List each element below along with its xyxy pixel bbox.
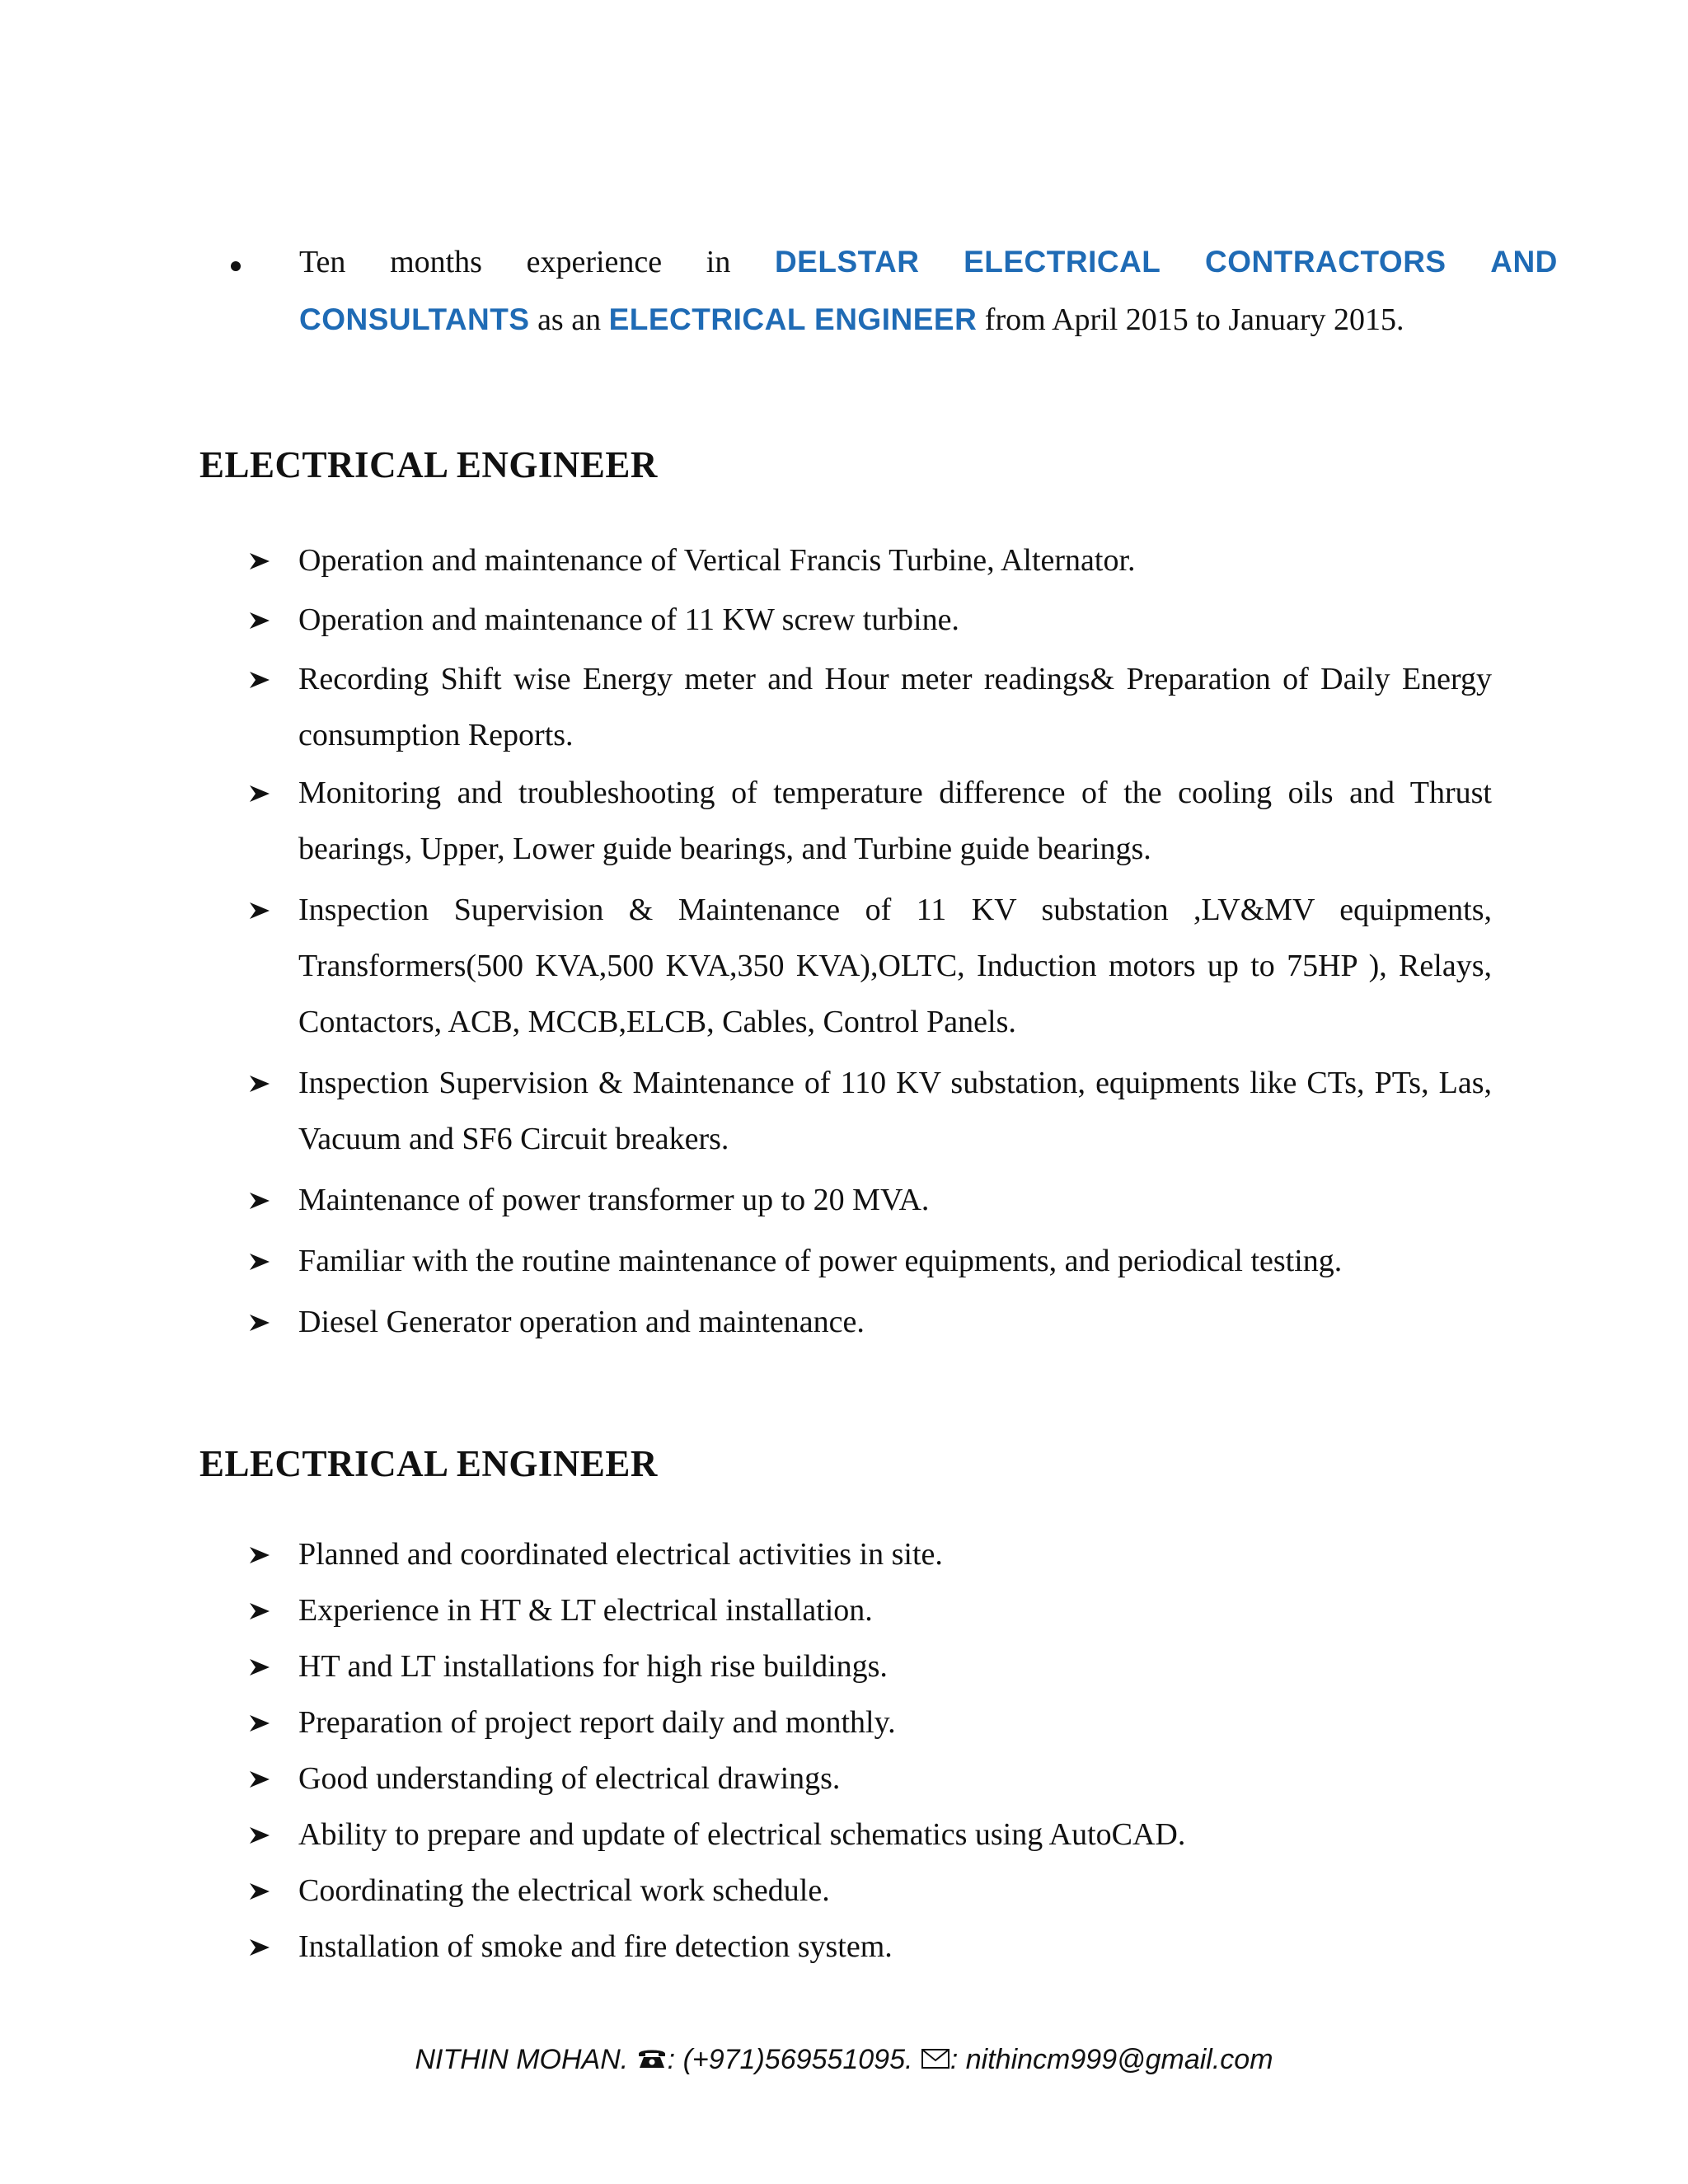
telephone-icon [636, 2046, 668, 2078]
arrow-bullet-icon [249, 1192, 270, 1210]
arrow-bullet-icon [249, 1075, 270, 1093]
arrow-bullet-icon [249, 1826, 270, 1844]
list-item: Familiar with the routine maintenance of power equipments, and periodical testing. [247, 1233, 1492, 1289]
section-heading-2: ELECTRICAL ENGINEER [199, 1443, 658, 1484]
company-word: AND [1490, 245, 1558, 279]
list-item: Inspection Supervision & Maintenance of 110 KV substation, equipments like CTs, PTs, Las, Vacuum and SF6 Circuit breakers. [247, 1055, 1492, 1167]
bullet-dot-icon [231, 261, 241, 271]
section-heading-1: ELECTRICAL ENGINEER [199, 444, 658, 485]
arrow-bullet-icon [249, 1314, 270, 1332]
arrow-bullet-icon [249, 552, 270, 570]
company-word: ELECTRICAL [964, 245, 1161, 279]
intro-role: ELECTRICAL ENGINEER [608, 302, 978, 336]
arrow-bullet-icon [249, 1938, 270, 1957]
footer-name: NITHIN MOHAN. [415, 2044, 629, 2075]
arrow-bullet-icon [249, 785, 270, 803]
section2-duty-list [247, 1526, 1492, 1975]
list-item: Inspection Supervision & Maintenance of 11 KV substation ,LV&MV equipments, Transformers(500 KVA,500 KVA,350 KVA),OLTC, Induction motors up to 75HP ), Relays, Contactors, ACB, MCCB,ELCB, Cables, Control Panels. [247, 882, 1492, 1050]
list-item: Recording Shift wise Energy meter and Hour meter readings& Preparation of Daily Energy consumption Reports. [247, 651, 1492, 763]
list-item: Operation and maintenance of 11 KW screw turbine. [247, 592, 1492, 648]
arrow-bullet-icon [249, 1546, 270, 1564]
arrow-bullet-icon [249, 671, 270, 689]
list-item: Experience in HT & LT electrical installation. [247, 1582, 1492, 1638]
company-word: CONTRACTORS [1205, 245, 1447, 279]
arrow-bullet-icon [249, 1253, 270, 1271]
intro-period: from April 2015 to January 2015. [984, 302, 1404, 337]
list-item: Operation and maintenance of Vertical Francis Turbine, Alternator. [247, 532, 1492, 588]
list-item: Good understanding of electrical drawings. [247, 1750, 1492, 1807]
arrow-bullet-icon [249, 1770, 270, 1788]
arrow-bullet-icon [249, 612, 270, 630]
list-item: Preparation of project report daily and monthly. [247, 1694, 1492, 1750]
intro-word: experience [526, 245, 663, 279]
footer-email: : nithincm999@gmail.com [950, 2044, 1273, 2075]
list-item: Installation of smoke and fire detection system. [247, 1919, 1492, 1975]
page-footer [0, 2044, 1688, 2078]
arrow-bullet-icon [249, 1882, 270, 1900]
list-item: Maintenance of power transformer up to 20 MVA. [247, 1172, 1492, 1228]
list-item: Planned and coordinated electrical activities in site. [247, 1526, 1492, 1582]
section1-duty-list [247, 532, 1492, 1350]
list-item: Monitoring and troubleshooting of temperature difference of the cooling oils and Thrust bearings, Upper, Lower guide bearings, and Turbine guide bearings. [247, 765, 1492, 877]
arrow-bullet-icon [249, 1602, 270, 1620]
footer-phone: : (+971)569551095. [667, 2044, 913, 2075]
list-item: Ability to prepare and update of electrical schematics using AutoCAD. [247, 1807, 1492, 1863]
company-word: DELSTAR [774, 245, 920, 279]
list-item: Coordinating the electrical work schedule. [247, 1863, 1492, 1919]
intro-word: Ten [299, 245, 346, 279]
intro-word: in [706, 245, 731, 279]
envelope-icon [921, 2046, 950, 2078]
list-item: HT and LT installations for high rise buildings. [247, 1638, 1492, 1694]
list-item: Diesel Generator operation and maintenance. [247, 1294, 1492, 1350]
company-name-end: CONSULTANTS [299, 302, 530, 336]
arrow-bullet-icon [249, 902, 270, 920]
intro-word: months [390, 245, 482, 279]
intro-line-1 [299, 239, 1558, 285]
intro-line-2 [299, 297, 1558, 343]
arrow-bullet-icon [249, 1714, 270, 1732]
intro-as-an: as an [537, 302, 602, 337]
arrow-bullet-icon [249, 1658, 270, 1676]
